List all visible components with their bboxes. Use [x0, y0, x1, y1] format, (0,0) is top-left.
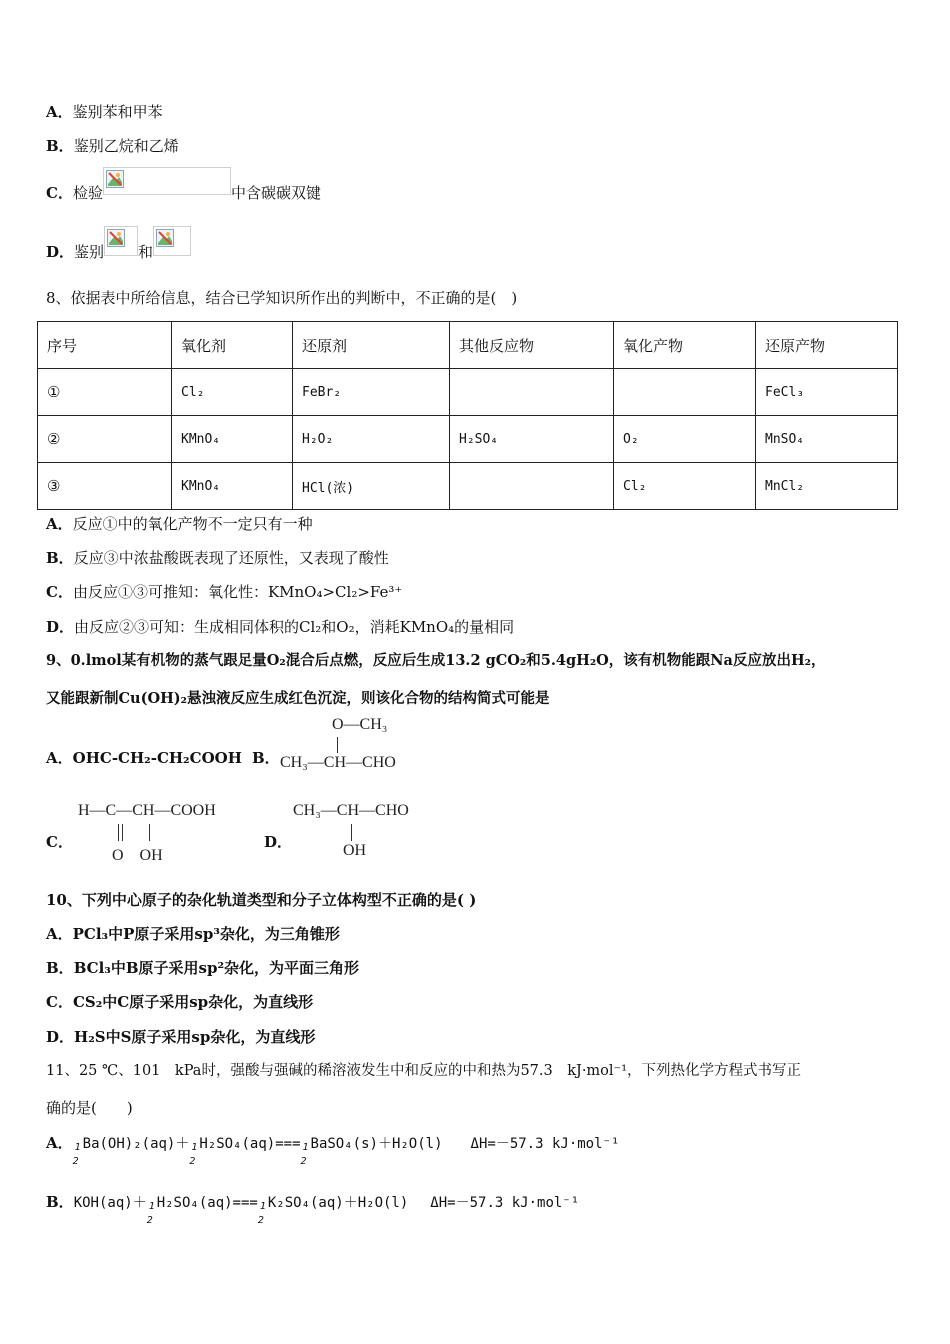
option-label: B．: [46, 1193, 74, 1211]
option-label: D．: [46, 1028, 75, 1046]
structure-main-chain: CH₃—CH—CHO: [280, 754, 396, 771]
q7-option-a: [46, 102, 163, 122]
enthalpy-value: ΔH=－57.3 kJ·mol⁻¹: [430, 1195, 580, 1211]
q8-stem: 8、依据表中所给信息，结合已学知识所作出的判断中，不正确的是( ): [46, 289, 518, 307]
bond-line: [149, 824, 150, 841]
q10-stem: 10、下列中心原子的杂化轨道类型和分子立体构型不正确的是( ): [46, 891, 477, 909]
fraction-numerator: 1: [191, 1142, 198, 1153]
option-text: 和: [138, 243, 154, 261]
option-label: A．: [46, 749, 73, 767]
option-text: 反应③中浓盐酸既表现了还原性，又表现了酸性: [73, 549, 389, 567]
bond-line: [351, 824, 352, 841]
table-cell: Cl₂: [172, 369, 293, 416]
option-label: A．: [46, 1134, 73, 1152]
fraction-numerator: 1: [259, 1201, 266, 1212]
fraction-numerator: 1: [74, 1142, 81, 1153]
option-text: CS₂中C原子采用sp杂化，为直线形: [72, 993, 314, 1011]
fraction-numerator: 1: [302, 1142, 309, 1153]
missing-image-placeholder: [153, 226, 191, 256]
table-cell: MnCl₂: [756, 463, 898, 510]
structure-main-chain: CH₃—CH—CHO: [293, 802, 409, 819]
fraction-denominator: 2: [146, 1215, 153, 1226]
q8-option-b: [46, 548, 389, 568]
option-label: B．: [46, 137, 74, 155]
option-text: 检验: [72, 184, 103, 202]
table-header: 还原产物: [756, 322, 898, 369]
table-cell: [450, 463, 614, 510]
q7-option-b: [46, 136, 179, 156]
q11-option-a: [46, 1126, 619, 1166]
q9-option-c-label: C．: [46, 833, 73, 851]
fraction-denominator: 2: [72, 1156, 79, 1167]
table-cell: MnSO₄: [756, 416, 898, 463]
option-label: C．: [46, 184, 73, 202]
q9-stem-line1: 9、0.lmol某有机物的蒸气跟足量O₂混合后点燃，反应后生成13.2 gCO₂和5.4gH₂O，该有机物能跟Na反应放出H₂，: [46, 652, 826, 669]
table-cell: HCl(浓): [293, 463, 450, 510]
option-text: 中含碳碳双键: [230, 184, 321, 202]
fraction-denominator: 2: [189, 1156, 196, 1167]
option-label: D．: [46, 243, 75, 261]
table-cell: H₂O₂: [293, 416, 450, 463]
equation-part: KOH(aq)＋: [73, 1195, 147, 1211]
table-cell: ③: [38, 463, 172, 510]
q8-option-d: [46, 617, 514, 637]
table-header: 氧化剂: [172, 322, 293, 369]
q8-table: [37, 321, 898, 510]
option-label: C．: [46, 583, 73, 601]
option-label: B．: [46, 549, 74, 567]
q9-option-b-label: B．: [252, 749, 280, 767]
fraction-half: [257, 1186, 268, 1226]
table-cell: Cl₂: [614, 463, 756, 510]
fraction-half: [72, 1127, 83, 1167]
missing-image-placeholder: [103, 167, 231, 195]
equation-part: H₂SO₄(aq)===: [199, 1136, 301, 1152]
option-text: H₂S中S原子采用sp杂化，为直线形: [74, 1028, 316, 1046]
broken-image-icon: [156, 229, 174, 247]
missing-image-placeholder: [104, 226, 138, 256]
option-text: BCl₃中B原子采用sp²杂化，为平面三角形: [73, 959, 360, 977]
table-header-row: [38, 322, 898, 369]
q11-stem-line1: 11、25 ℃、101 kPa时，强酸与强碱的稀溶液发生中和反应的中和热为57.3 kJ·mol⁻¹，下列热化学方程式书写正: [46, 1063, 802, 1079]
fraction-half: [189, 1127, 199, 1167]
q10-option-b: [46, 958, 359, 978]
option-text: PCl₃中P原子采用sp³杂化，为三角锥形: [72, 925, 340, 943]
q11-stem-line2: 确的是( ): [46, 1099, 133, 1117]
fraction-half: [300, 1127, 311, 1167]
equation-part: BaSO₄(s)＋H₂O(l): [310, 1136, 443, 1152]
q9-option-d-structure: [293, 800, 443, 864]
q9-option-b-structure: [280, 716, 420, 778]
q11-option-b: [46, 1185, 579, 1225]
option-label: D．: [46, 618, 75, 636]
table-cell: FeCl₃: [756, 369, 898, 416]
fraction-denominator: 2: [300, 1156, 307, 1167]
broken-image-icon: [106, 170, 124, 188]
table-cell: O₂: [614, 416, 756, 463]
fraction-denominator: 2: [257, 1215, 264, 1226]
q9-option-c-structure: [78, 800, 253, 864]
q8-option-c: [46, 582, 402, 602]
structure-bottom-group: O OH: [112, 847, 163, 864]
equation-part: H₂SO₄(aq)===: [156, 1195, 258, 1211]
q8-option-a: [46, 514, 313, 534]
broken-image-icon: [107, 229, 125, 247]
table-header: 还原剂: [293, 322, 450, 369]
q7-option-c: [46, 167, 321, 207]
enthalpy-value: ΔH=－57.3 kJ·mol⁻¹: [470, 1136, 620, 1152]
table-row: [38, 369, 898, 416]
table-cell: KMnO₄: [172, 416, 293, 463]
table-cell: [450, 369, 614, 416]
table-header: 序号: [38, 322, 172, 369]
table-cell: [614, 369, 756, 416]
structure-bottom-group: OH: [343, 842, 367, 859]
bond-line: [118, 824, 119, 841]
q9-option-d-label: D．: [264, 833, 293, 851]
table-cell: KMnO₄: [172, 463, 293, 510]
table-row: [38, 416, 898, 463]
table-cell: ②: [38, 416, 172, 463]
table-cell: H₂SO₄: [450, 416, 614, 463]
q10-option-d: [46, 1027, 315, 1047]
table-cell: ①: [38, 369, 172, 416]
option-text: 反应①中的氧化产物不一定只有一种: [72, 515, 313, 533]
q10-option-c: [46, 992, 313, 1012]
option-text: OHC-CH₂-CH₂COOH: [72, 749, 242, 767]
option-label: B．: [46, 959, 74, 977]
option-text: 鉴别苯和甲苯: [72, 103, 163, 121]
structure-top-group: O—CH₃: [332, 716, 388, 733]
q9-option-a: [46, 748, 242, 768]
bond-line: [122, 824, 123, 841]
option-label: A．: [46, 515, 73, 533]
option-label: A．: [46, 103, 73, 121]
fraction-half: [146, 1186, 157, 1226]
option-text: 由反应②③可知：生成相同体积的Cl₂和O₂，消耗KMnO₄的量相同: [74, 618, 515, 636]
q7-option-d: [46, 226, 191, 266]
q9-stem-line2: 又能跟新制Cu(OH)₂悬浊液反应生成红色沉淀，则该化合物的结构简式可能是: [46, 690, 550, 707]
q10-option-a: [46, 924, 340, 944]
option-text: 鉴别: [74, 243, 105, 261]
table-header: 其他反应物: [450, 322, 614, 369]
fraction-numerator: 1: [148, 1201, 155, 1212]
equation-part: Ba(OH)₂(aq)＋: [82, 1136, 190, 1152]
table-cell: FeBr₂: [293, 369, 450, 416]
bond-line: [337, 737, 338, 753]
equation-part: K₂SO₄(aq)＋H₂O(l): [267, 1195, 409, 1211]
option-label: C．: [46, 993, 73, 1011]
option-text: 鉴别乙烷和乙烯: [73, 137, 179, 155]
table-header: 氧化产物: [614, 322, 756, 369]
table-row: [38, 463, 898, 510]
option-text: 由反应①③可推知：氧化性：KMnO₄>Cl₂>Fe³⁺: [72, 583, 403, 601]
option-label: A．: [46, 925, 73, 943]
structure-main-chain: H—C—CH—COOH: [78, 802, 216, 819]
